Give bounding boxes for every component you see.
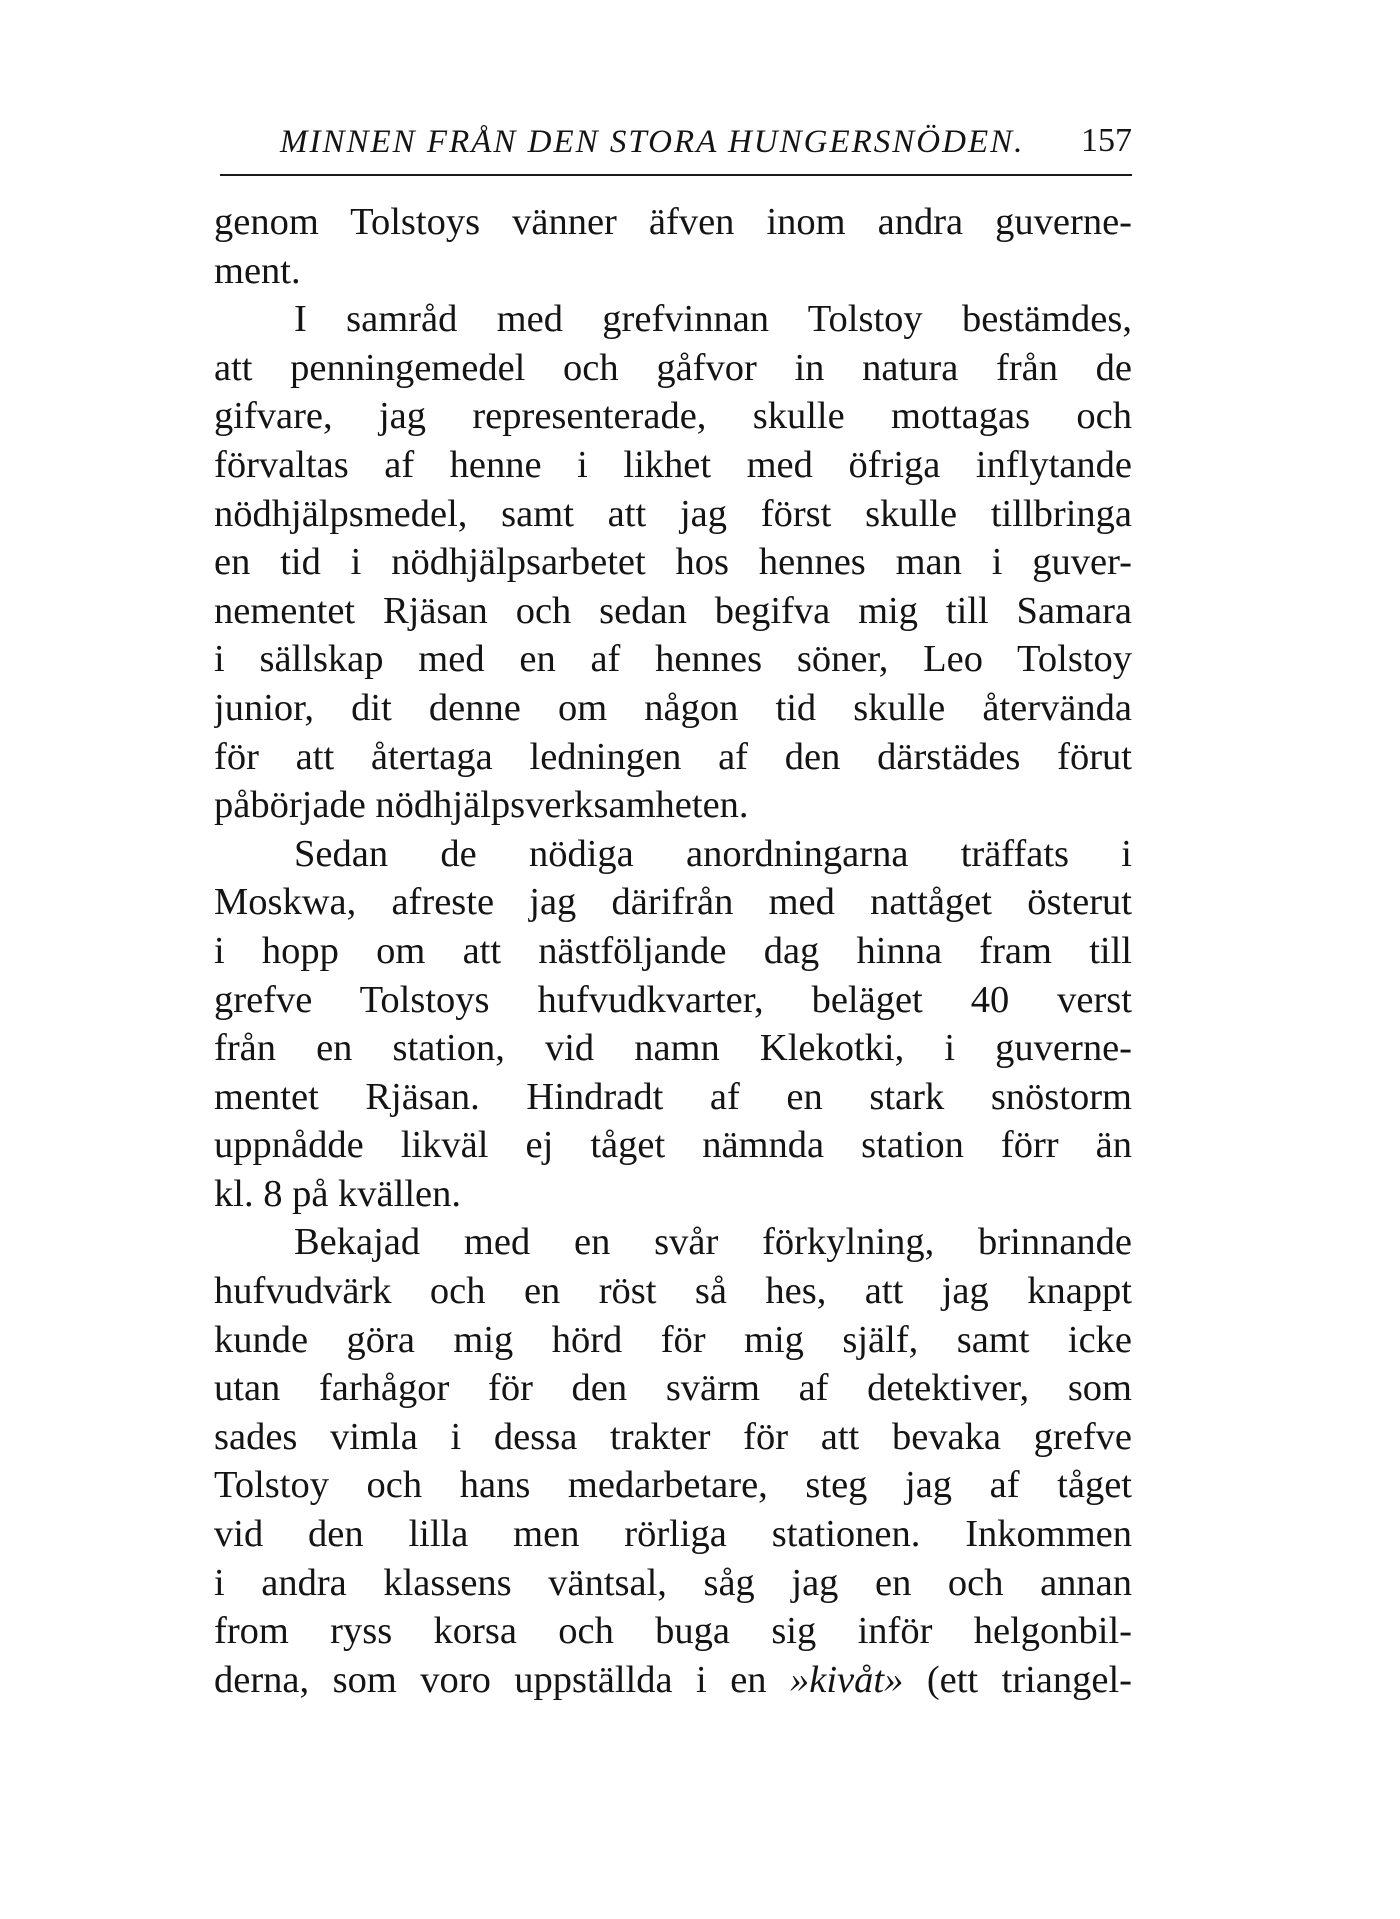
text-line-with-emphasis [214,1656,1132,1705]
text-line: från en station, vid namn Klekotki, i guverne- [214,1027,1132,1070]
text-line: för att återtaga ledningen af den därstädes förut [214,735,1132,778]
paragraph-first-line: I samråd med grefvinnan Tolstoy bestämdes, [294,298,1132,341]
text-line: Moskwa, afreste jag därifrån med nattåget österut [214,881,1132,924]
paragraph-first-line: Sedan de nödiga anordningarna träffats i [294,832,1132,875]
text-line: i sällskap med en af hennes söner, Leo Tolstoy [214,638,1132,681]
line-text-after: (ett triangel- [903,1658,1132,1701]
text-line: vid den lilla men rörliga stationen. Inkommen [214,1513,1132,1556]
text-line: en tid i nödhjälpsarbetet hos hennes man i guver- [214,541,1132,584]
text-line: utan farhågor för den svärm af detektiver, som [214,1367,1132,1410]
running-head [220,118,1132,172]
text-line: att penningemedel och gåfvor in natura från de [214,346,1132,389]
running-title: MINNEN FRÅN DEN STORA HUNGERSNÖDEN. [280,124,1025,160]
text-line: hufvudvärk och en röst så hes, att jag knappt [214,1270,1132,1313]
emphasized-word: »kivåt» [790,1658,904,1701]
text-line: ment. [214,249,301,292]
text-line: grefve Tolstoys hufvudkvarter, beläget 40 verst [214,978,1132,1021]
page-number: 157 [1081,122,1132,159]
text-line: nementet Rjäsan och sedan begifva mig till Samara [214,589,1132,632]
text-line: mentet Rjäsan. Hindradt af en stark snöstorm [214,1075,1132,1118]
text-line: i andra klassens väntsal, såg jag en och annan [214,1561,1132,1604]
text-line: Tolstoy och hans medarbetare, steg jag af tåget [214,1464,1132,1507]
text-line: uppnådde likväl ej tåget nämnda station förr än [214,1124,1132,1167]
text-line: nödhjälpsmedel, samt att jag först skulle tillbringa [214,492,1132,535]
text-line: gifvare, jag representerade, skulle mottagas och [214,395,1132,438]
text-line: kunde göra mig hörd för mig själf, samt icke [214,1318,1132,1361]
text-line: kl. 8 på kvällen. [214,1172,461,1215]
text-line: sades vimla i dessa trakter för att bevaka grefve [214,1415,1132,1458]
text-line: genom Tolstoys vänner äfven inom andra guverne- [214,201,1132,243]
text-line: påbörjade nödhjälpsverksamheten. [214,784,749,827]
paragraph-first-line: Bekajad med en svår förkylning, brinnande [294,1221,1132,1264]
body-text [214,198,1132,1704]
text-line: förvaltas af henne i likhet med öfriga inflytande [214,443,1132,486]
text-line: junior, dit denne om någon tid skulle återvända [214,686,1132,729]
text-line: from ryss korsa och buga sig inför helgonbil- [214,1610,1132,1653]
header-rule [220,174,1132,176]
line-text-before: derna, som voro uppställda i en [214,1658,791,1701]
text-line: i hopp om att nästföljande dag hinna fram till [214,929,1132,972]
